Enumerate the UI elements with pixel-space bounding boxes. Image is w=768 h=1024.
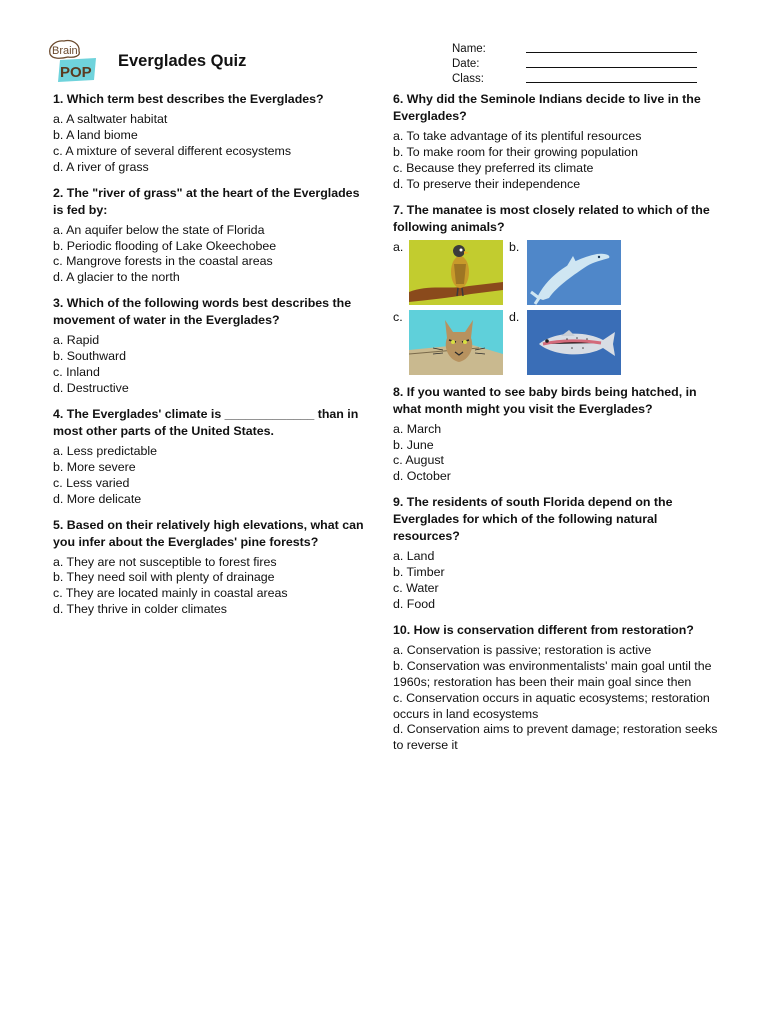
dolphin-icon [527,240,621,305]
page-title: Everglades Quiz [118,52,247,70]
question-2 [53,185,371,287]
bird-icon [409,240,503,305]
answer-option: a. Conservation is passive; restoration is active [393,642,652,657]
answer-option: b. Conservation was environmentalists' main goal until the 1960s; restoration has been their main goal since then [393,658,712,689]
answer-option: c. They are located mainly in coastal areas [53,586,288,601]
answer-option: a. Less predictable [53,443,158,458]
image-answer-label: c. [393,309,403,324]
class-field[interactable] [452,73,697,88]
answer-option: b. Periodic flooding of Lake Okeechobee [53,238,277,253]
question-text: 1. Which term best describes the Everglades? [53,92,324,106]
bobcat-image [409,310,503,375]
image-answers [393,240,718,375]
question-text: 6. Why did the Seminole Indians decide to live in the Everglades? [393,92,701,123]
answer-option: c. Water [393,581,439,596]
answer-option: d. They thrive in colder climates [53,602,228,617]
answer-option: c. Inland [53,365,100,380]
answer-option: b. Timber [393,565,445,580]
question-text: 3. Which of the following words best describes the movement of water in the Everglades? [53,296,352,328]
image-answer-label: a. [393,239,404,254]
dolphin-image [527,240,621,305]
svg-text:POP: POP [60,64,92,81]
class-line[interactable] [526,82,697,83]
name-line[interactable] [526,52,697,53]
question-3 [53,295,371,397]
answer-option: a. They are not susceptible to forest fires [53,554,277,569]
question-text: 4. The Everglades' climate is _____________ than in most other parts of the United States. [53,406,359,438]
question-text: 9. The residents of south Florida depend on the Everglades for which of the following natural resources? [393,495,673,544]
date-line[interactable] [526,67,697,68]
answer-option: a. Land [393,549,435,564]
question-7 [393,202,718,236]
answer-option: d. Destructive [53,380,129,395]
date-label: Date: [452,58,480,70]
answer-option: a. March [393,421,442,436]
answer-option: d. Conservation aims to prevent damage; restoration seeks to reverse it [393,722,718,753]
answer-option: c. Conservation occurs in aquatic ecosystems; restoration occurs in land ecosystems [393,690,710,721]
date-field[interactable] [452,58,697,73]
answer-option: b. They need soil with plenty of drainage [53,570,275,585]
svg-text:Brain: Brain [52,45,78,57]
fish-image [527,310,621,375]
answer-option: c. August [393,453,444,468]
right-column [393,91,718,763]
answer-option: d. To preserve their independence [393,176,581,191]
answer-option: d. A river of grass [53,159,149,174]
class-label: Class: [452,73,484,85]
answer-option: b. More severe [53,459,136,474]
answer-option: d. October [393,469,451,484]
image-answer-label: d. [509,309,520,324]
answer-option: d. More delicate [53,491,142,506]
question-5 [53,517,371,619]
answer-option: d. Food [393,596,436,611]
fish-icon [527,310,621,375]
answer-option: d. A glacier to the north [53,270,180,285]
question-1 [53,91,371,176]
student-info [452,43,697,88]
answer-option: c. Because they preferred its climate [393,160,594,175]
bird-image [409,240,503,305]
answer-option: b. June [393,437,434,452]
left-column [53,91,371,627]
question-9 [393,494,718,613]
question-text: 5. Based on their relatively high elevations, what can you infer about the Everglades' pine forests? [53,517,364,549]
answer-option: c. Less varied [53,475,130,490]
brainpop-logo [46,38,98,84]
name-label: Name: [452,43,486,55]
answer-option: b. To make room for their growing population [393,144,638,159]
answer-option: b. Southward [53,349,127,364]
question-4 [53,406,371,508]
question-text: 10. How is conservation different from restoration? [393,622,694,637]
question-text: 2. The "river of grass" at the heart of the Everglades is fed by: [53,185,360,217]
answer-option: c. Mangrove forests in the coastal areas [53,254,273,269]
answer-option: a. A saltwater habitat [53,112,168,126]
question-text: 8. If you wanted to see baby birds being hatched, in what month might you visit the Everglades? [393,384,697,416]
image-answer-label: b. [509,239,520,254]
answer-option: b. A land biome [53,127,138,142]
brainpop-logo-icon [46,38,98,84]
answer-option: a. To take advantage of its plentiful resources [393,129,642,143]
answer-option: a. An aquifer below the state of Florida [53,222,265,237]
question-10 [393,622,718,754]
name-field[interactable] [452,43,697,58]
question-text: 7. The manatee is most closely related to which of the following animals? [393,202,710,234]
question-6 [393,91,718,193]
bobcat-icon [409,310,503,375]
question-8 [393,384,718,486]
answer-option: a. Rapid [53,333,100,348]
answer-option: c. A mixture of several different ecosystems [53,143,292,158]
